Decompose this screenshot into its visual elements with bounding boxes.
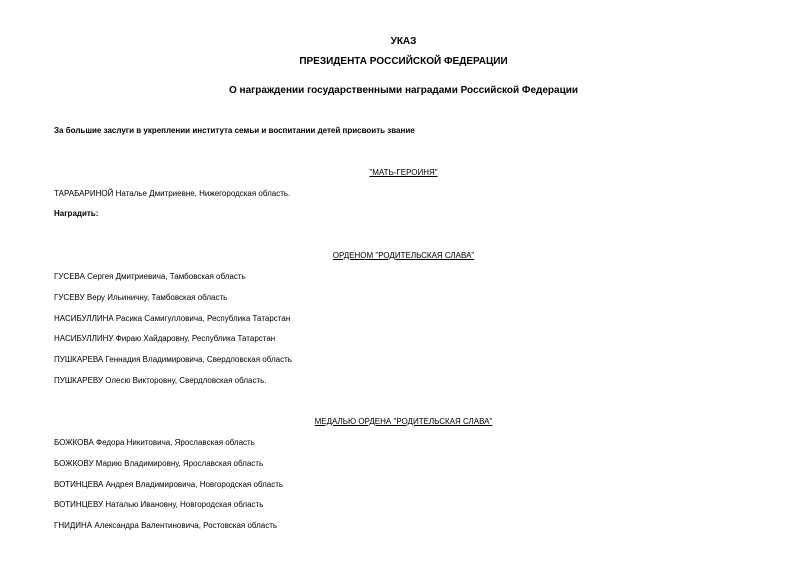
list-item: ГУСЕВУ Веру Ильиничну, Тамбовская область — [54, 293, 228, 302]
list-item: ПУШКАРЕВУ Олесю Викторовну, Свердловская область. — [54, 376, 267, 385]
decree-subtitle: ПРЕЗИДЕНТА РОССИЙСКОЙ ФЕДЕРАЦИИ — [299, 56, 508, 67]
list-item: ТАРАБАРИНОЙ Наталье Дмитриевне, Нижегородская область. — [54, 189, 291, 198]
intro-paragraph: За большие заслуги в укреплении института семьи и воспитании детей присвоить звание — [54, 126, 415, 135]
list-item: ГНИДИНА Александра Валентиновича, Ростовская область — [54, 521, 278, 530]
list-item: ВОТИНЦЕВУ Наталью Ивановну, Новгородская область — [54, 500, 264, 509]
section-heading-medal-order-parental-glory: МЕДАЛЬЮ ОРДЕНА "РОДИТЕЛЬСКАЯ СЛАВА" — [314, 417, 493, 426]
list-item: ВОТИНЦЕВА Андрея Владимировича, Новгородская область — [54, 480, 284, 489]
list-item: НАСИБУЛЛИНА Расика Самигулловича, Республика Татарстан — [54, 314, 291, 323]
award-label: Наградить: — [54, 209, 99, 218]
decree-heading: О награждении государственными наградами Российской Федерации — [228, 85, 579, 96]
list-item: БОЖКОВУ Марию Владимировну, Ярославская область — [54, 459, 264, 468]
section-heading-mother-heroine: "МАТЬ-ГЕРОИНЯ" — [369, 168, 438, 177]
list-item: ГУСЕВА Сергея Дмитриевича, Тамбовская область — [54, 272, 246, 281]
list-item: ПУШКАРЕВА Геннадия Владимировича, Свердловская область — [54, 355, 292, 364]
section-heading-order-parental-glory: ОРДЕНОМ "РОДИТЕЛЬСКАЯ СЛАВА" — [332, 251, 475, 260]
decree-title: УКАЗ — [390, 36, 417, 47]
list-item: НАСИБУЛЛИНУ Фираю Хайдаровну, Республика Татарстан — [54, 334, 276, 343]
list-item: БОЖКОВА Федора Никитовича, Ярославская область — [54, 438, 255, 447]
